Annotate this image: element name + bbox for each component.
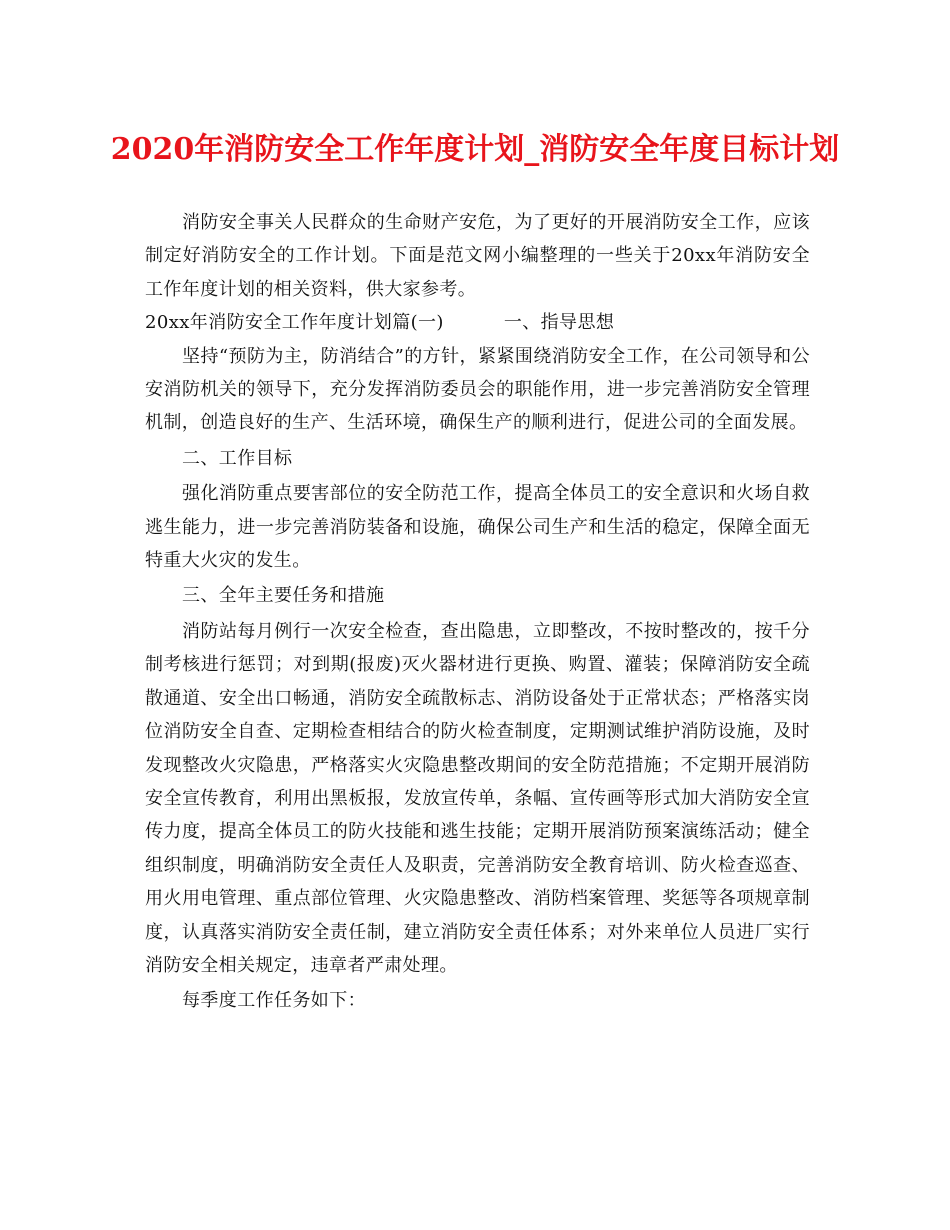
heading-work-goals: 二、工作目标 bbox=[182, 447, 293, 469]
intro-paragraph: 消防安全事关人民群众的生命财产安危，为了更好的开展消防安全工作，应该制定好消防安全的工作计划。下面是范文网小编整理的一些关于20xx年消防安全工作年度计划的相关资料，供大家参考。 bbox=[145, 212, 810, 300]
document-body bbox=[145, 206, 810, 1018]
paragraph-guiding-ideology: 坚持“预防为主，防消结合”的方针，紧紧围绕消防安全工作，在公司领导和公安消防机关的领导下，充分发挥消防委员会的职能作用，进一步完善消防安全管理机制，创造良好的生产、生活环境，确保生产的顺利进行，促进公司的全面发展。 bbox=[145, 345, 810, 434]
heading-guiding-ideology: 一、指导思想 bbox=[503, 312, 615, 334]
document-title: 2020年消防安全工作年度计划_消防安全年度目标计划 bbox=[110, 132, 840, 167]
paragraph-main-tasks: 消防站每月例行一次安全检查，查出隐患，立即整改，不按时整改的，按千分制考核进行惩罚；对到期(报废)灭火器材进行更换、购置、灌装；保障消防安全疏散通道、安全出口畅通，消防安全疏散标志、消防设备处于正常状态；严格落实岗位消防安全自查、定期检查相结合的防火检查制度，定期测试维护消防设施，及时发现整改火灾隐患，严格落实火灾隐患整改期间的安全防范措施；不定期开展消防安全宣传教育，利用出黑板报，发放宣传单，条幅、宣传画等形式加大消防安全宣传力度，提高全体员工的防火技能和逃生技能；定期开展消防预案演练活动；健全组织制度，明确消防安全责任人及职责，完善消防安全教育培训、防火检查巡查、用火用电管理、重点部位管理、火灾隐患整改、消防档案管理、奖惩等各项规章制度，认真落实消防安全责任制，建立消防安全责任体系；对外来单位人员进厂实行消防安全相关规定，违章者严肃处理。 bbox=[145, 620, 810, 976]
section-title: 20xx年消防安全工作年度计划篇(一) bbox=[145, 312, 444, 334]
paragraph-quarterly-tasks: 每季度工作任务如下： bbox=[182, 990, 366, 1012]
section-heading-line bbox=[145, 306, 810, 339]
heading-main-tasks: 三、全年主要任务和措施 bbox=[182, 585, 385, 607]
paragraph-work-goals: 强化消防重点要害部位的安全防范工作，提高全体员工的安全意识和火场自救逃生能力，进一步完善消防装备和设施，确保公司生产和生活的稳定，保障全面无特重大火灾的发生。 bbox=[145, 483, 810, 572]
